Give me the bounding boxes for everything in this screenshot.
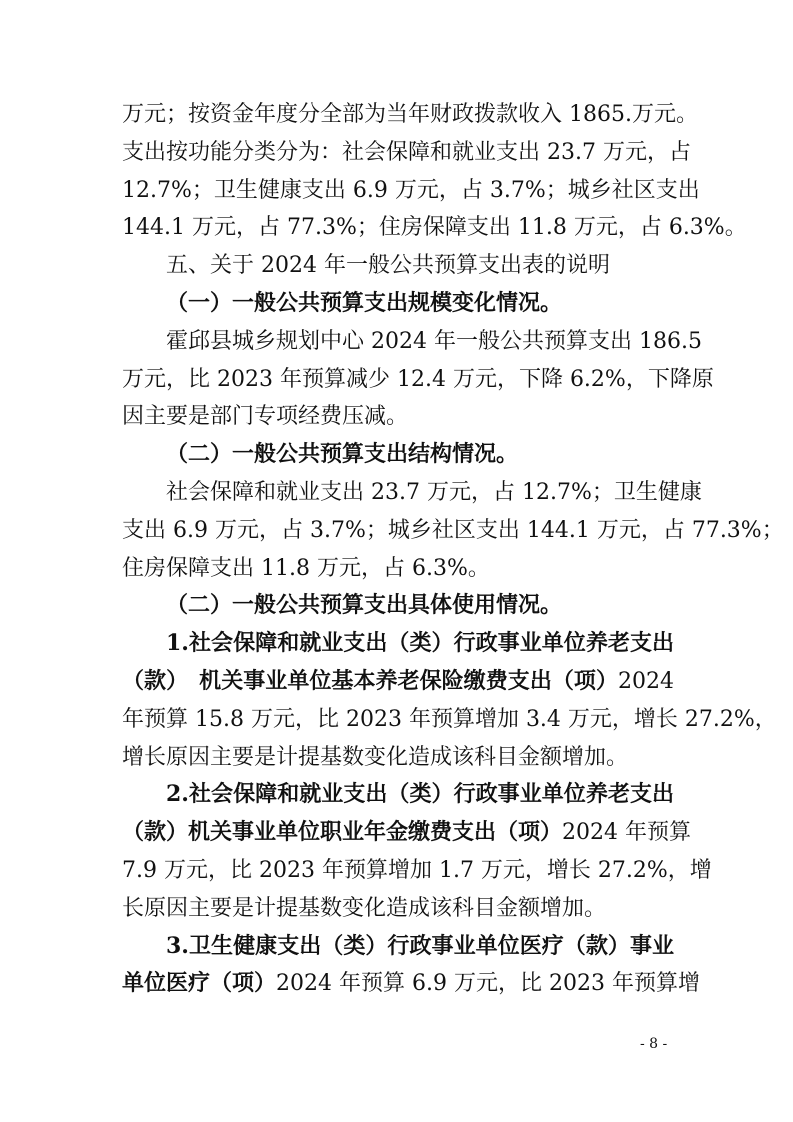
item-heading-continued: （款） 机关事业单位基本养老保险缴费支出（项） (122, 667, 618, 694)
paragraph-line: 144.1 万元，占 77.3%；住房保障支出 11.8 万元，占 6.3%。 (122, 215, 747, 241)
year-text: 2024 (618, 668, 674, 694)
paragraph-line: 霍邱县城乡规划中心 2024 年一般公共预算支出 186.5 (166, 328, 702, 354)
paragraph-line: 住房保障支出 11.8 万元，占 6.3%。 (122, 555, 490, 581)
item-heading-continued: 单位医疗（项） (122, 970, 277, 997)
paragraph-line: 长原因主要是计提基数变化造成该科目金额增加。 (122, 895, 607, 921)
paragraph-line: 万元，比 2023 年预算减少 12.4 万元，下降 6.2%，下降原 (122, 366, 714, 392)
page-number: - 8 - (640, 1036, 668, 1052)
paragraph-line: 支出 6.9 万元，占 3.7%；城乡社区支出 144.1 万元，占 77.3%； (122, 517, 784, 543)
subsection-heading: （二）一般公共预算支出具体使用情况。 (166, 592, 563, 619)
paragraph-line: 社会保障和就业支出 23.7 万元，占 12.7%；卫生健康 (166, 479, 702, 505)
item-heading-continued: （款）机关事业单位职业年金缴费支出（项） (122, 819, 563, 846)
paragraph-line: 万元；按资金年度分全部为当年财政拨款收入 1865.万元。 (122, 102, 698, 127)
paragraph-line (122, 965, 700, 1003)
subsection-heading: （二）一般公共预算支出结构情况。 (166, 441, 519, 468)
document-body (122, 96, 784, 1003)
paragraph-line: 12.7%；卫生健康支出 6.9 万元，占 3.7%；城乡社区支出 (122, 177, 700, 203)
paragraph-line: 7.9 万元，比 2023 年预算增加 1.7 万元，增长 27.2%，增 (122, 857, 712, 883)
subsection-heading: （一）一般公共预算支出规模变化情况。 (166, 289, 563, 316)
paragraph-line: 年预算 15.8 万元，比 2023 年预算增加 3.4 万元，增长 27.2%， (122, 706, 777, 732)
item-heading: 2.社会保障和就业支出（类）行政事业单位养老支出 (166, 781, 674, 808)
paragraph-line (122, 814, 691, 852)
paragraph-line: 因主要是部门专项经费压减。 (122, 404, 409, 430)
paragraph-line (122, 663, 674, 701)
item-heading: 3.卫生健康支出（类）行政事业单位医疗（款）事业 (166, 932, 674, 959)
section-heading: 五、关于 2024 年一般公共预算支出表的说明 (166, 253, 610, 279)
item-heading: 1.社会保障和就业支出（类）行政事业单位养老支出 (166, 630, 674, 657)
paragraph-line: 增长原因主要是计提基数变化造成该科目金额增加。 (122, 744, 629, 770)
year-text: 2024 年预算 (562, 820, 691, 846)
year-text: 2024 年预算 6.9 万元，比 2023 年预算增 (276, 971, 700, 997)
paragraph-line: 支出按功能分类分为：社会保障和就业支出 23.7 万元，占 (122, 139, 691, 165)
